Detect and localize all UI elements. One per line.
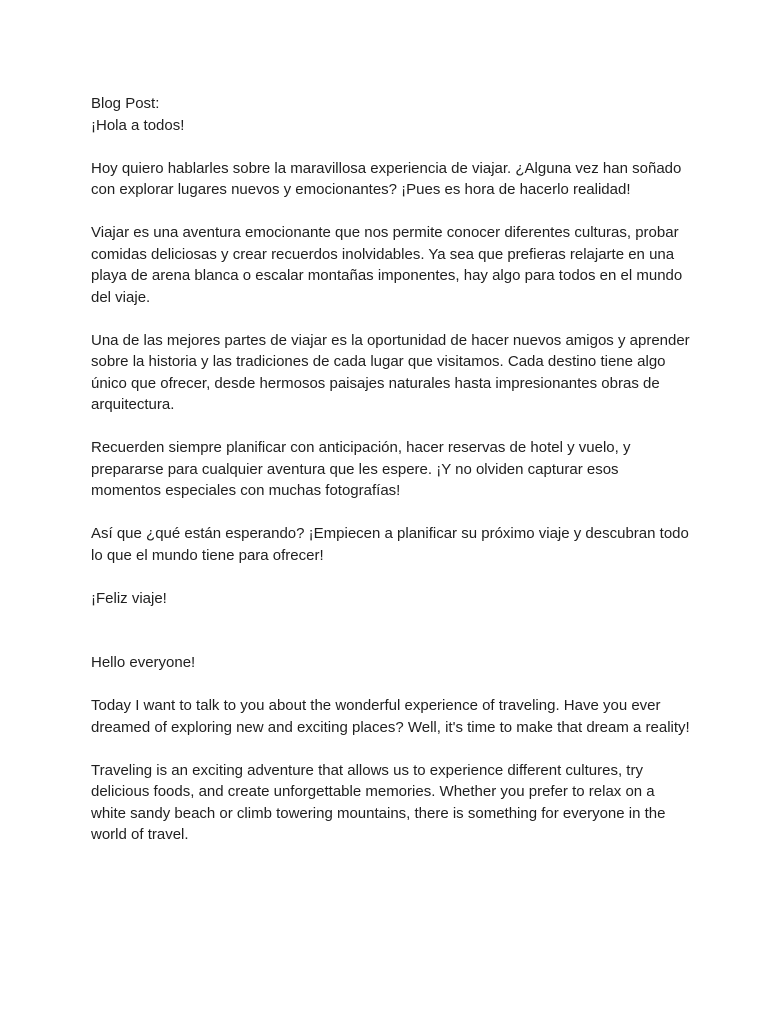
english-paragraph-2: Traveling is an exciting adventure that allows us to experience different cultures, try delicious foods, and create unforgettable memories. Whether you prefer to relax on a white sandy beach or climb towering mountains, there is something for everyone in the world of travel. (91, 761, 666, 843)
spanish-paragraph-5: Así que ¿qué están esperando? ¡Empiecen a planificar su próximo viaje y descubran todo lo que el mundo tiene para ofrecer! (91, 525, 689, 564)
spanish-greeting: ¡Hola a todos! (91, 116, 185, 134)
spanish-closing: ¡Feliz viaje! (91, 589, 167, 607)
spanish-paragraph-1: Hoy quiero hablarles sobre la maravillosa experiencia de viajar. ¿Alguna vez han soñado con explorar lugares nuevos y emocionantes? ¡Pues es hora de hacerlo realidad! (91, 159, 682, 198)
spanish-paragraph-4: Recuerden siempre planificar con anticipación, hacer reservas de hotel y vuelo, y prepararse para cualquier aventura que les espere. ¡Y no olviden capturar esos momentos especiales con muchas fotografías! (91, 439, 631, 499)
english-greeting: Hello everyone! (91, 654, 196, 671)
spanish-paragraph-3: Una de las mejores partes de viajar es la oportunidad de hacer nuevos amigos y aprender sobre la historia y las tradiciones de cada lugar que visitamos. Cada destino tiene algo único que ofrecer, desde hermosos paisajes naturales hasta impresionantes obras de arquitectura. (91, 331, 690, 413)
spanish-paragraph-2: Viajar es una aventura emocionante que nos permite conocer diferentes culturas, probar comidas deliciosas y crear recuerdos inolvidables. Ya sea que prefieras relajarte en una playa de arena blanca o escalar montañas imponentes, hay algo para todos en el mundo del viaje. (91, 224, 683, 306)
english-paragraph-1: Today I want to talk to you about the wonderful experience of traveling. Have you ever dreamed of exploring new and exciting places? Well, it's time to make that dream a reality! (91, 697, 690, 736)
spanish-header (91, 93, 691, 136)
blog-post-document (91, 93, 691, 867)
blog-post-label: Blog Post: (91, 95, 160, 112)
